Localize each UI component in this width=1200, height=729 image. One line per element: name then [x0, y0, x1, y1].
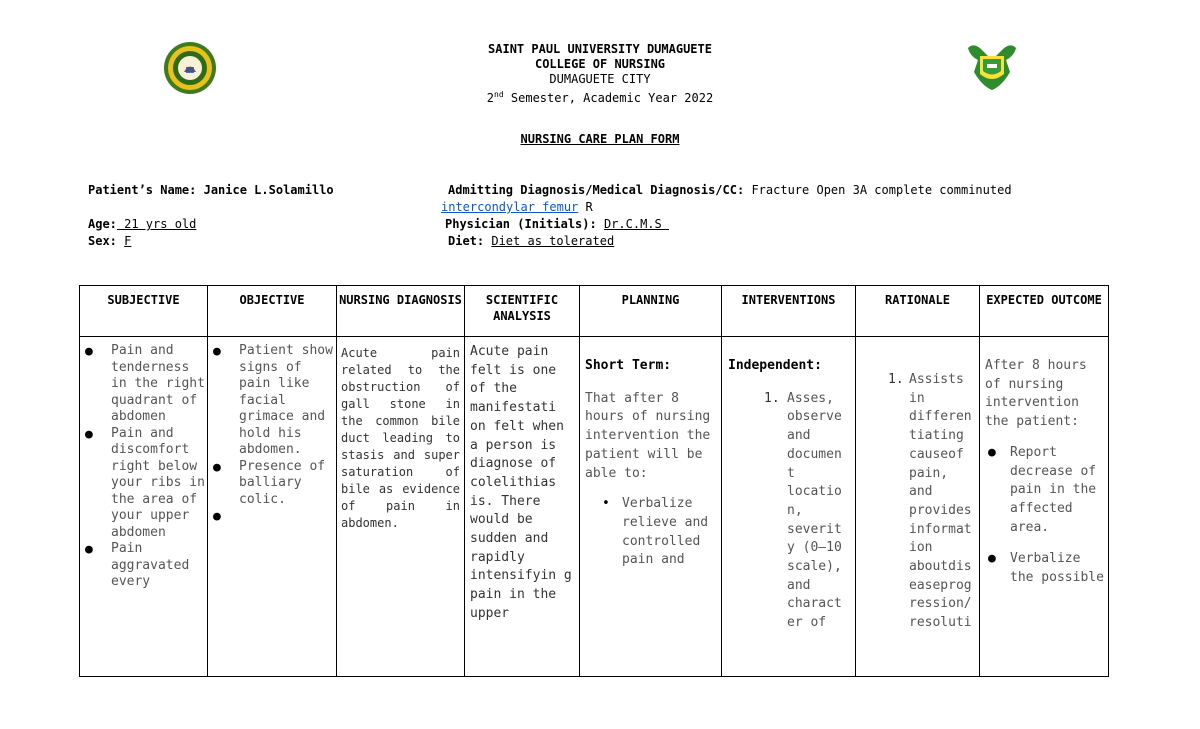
document-header — [0, 42, 1200, 106]
cell-planning — [580, 337, 722, 677]
patient-name-value: Janice L.Solamillo — [203, 183, 334, 197]
scientific-analysis-text: Acute pain felt is one of the manifestati on felt when a person is diagnose of colelithias is. There would be sudden and rapidly intensifyin g pain in the upper — [470, 344, 572, 621]
header-nursing-diagnosis: NURSING DIAGNOSIS — [337, 286, 465, 337]
header-planning: PLANNING — [580, 286, 722, 337]
header-expected-outcome: EXPECTED OUTCOME — [980, 286, 1109, 337]
list-item: ● Pain and discomfort right below your ribs in the area of your upper abdomen — [85, 425, 205, 540]
patient-name-field: Patient’s Name: Janice L.Solamillo — [88, 183, 334, 197]
college-name: COLLEGE OF NURSING — [534, 57, 666, 71]
table-row — [80, 337, 1109, 677]
cell-scientific-analysis — [465, 337, 580, 677]
list-item: • Verbalize relieve and controlled pain and — [602, 496, 709, 568]
list-item: ● Pain aggravated every — [85, 541, 190, 589]
list-item: ● Pain and tenderness in the right quadrant of abdomen — [85, 343, 205, 424]
sex-field: Sex: F — [88, 234, 132, 248]
physician-value: Dr.C.M.S — [603, 217, 669, 231]
age-value: 21 yrs old — [116, 217, 197, 231]
header-objective: OBJECTIVE — [208, 286, 337, 337]
header-rationale: RATIONALE — [856, 286, 980, 337]
cell-expected-outcome — [980, 337, 1109, 677]
independent-label: Independent: — [728, 358, 822, 373]
diagnosis-field: Admitting Diagnosis/Medical Diagnosis/CC: Fracture Open 3A complete comminuted — [448, 183, 1012, 197]
form-title: NURSING CARE PLAN FORM — [520, 132, 680, 146]
list-item: ● Patient show signs of pain like facial grimace and hold his abdomen. — [213, 343, 333, 457]
nursing-diagnosis-text: Acute pain related to the obstruction of gall stone in the common bile duct leading to stasis and super saturation of bile as evidence of pain in abdomen. — [341, 346, 460, 530]
list-item: ● Verbalize the possible — [988, 551, 1104, 586]
short-term-label: Short Term: — [585, 358, 672, 373]
diet-value: Diet as tolerated — [491, 234, 615, 248]
semester-line: 2nd Semester, Academic Year 2022 — [486, 90, 714, 105]
list-item: ● Report decrease of pain in the affected area. — [988, 444, 1097, 535]
diagnosis-continuation: intercondylar femur R — [441, 200, 593, 214]
header-subjective: SUBJECTIVE — [80, 286, 208, 337]
nursing-care-plan-table — [79, 285, 1109, 677]
cell-subjective — [80, 337, 208, 677]
diagnosis-value: Fracture Open 3A complete comminuted — [751, 183, 1012, 197]
list-item: ● Presence of balliary colic. — [213, 458, 326, 507]
table-header-row — [80, 286, 1109, 337]
cell-interventions — [722, 337, 856, 677]
diagnosis-link[interactable]: intercondylar femur — [441, 200, 579, 214]
sex-value: F — [124, 234, 132, 248]
expected-outcome-intro: After 8 hours of nursing intervention the patient: — [985, 358, 1087, 430]
list-item: 1. Asses, observe and documen t locatio n, severit y (0–10 scale), and charact er of — [764, 390, 842, 631]
cell-objective: ● Patient show signs of pain like facial grimace and hold his abdomen. ● Presence of balliary colic. ● — [208, 337, 337, 677]
list-item: 1. Assists in differen tiating causeof pain, and provides informat ion aboutdis easeprog ression/ resoluti — [888, 372, 972, 631]
university-name: SAINT PAUL UNIVERSITY DUMAGUETE — [488, 42, 712, 56]
diet-field: Diet: Diet as tolerated — [448, 234, 615, 248]
planning-body: That after 8 hours of nursing intervention the patient will be able to: — [585, 390, 711, 481]
header-scientific-analysis: SCIENTIFIC ANALYSIS — [465, 286, 580, 337]
age-field: Age: 21 yrs old — [88, 217, 197, 231]
header-interventions: INTERVENTIONS — [722, 286, 856, 337]
cell-rationale — [856, 337, 980, 677]
physician-field: Physician (Initials): Dr.C.M.S — [445, 217, 669, 231]
city-name: DUMAGUETE CITY — [549, 72, 651, 86]
cell-nursing-diagnosis — [337, 337, 465, 677]
